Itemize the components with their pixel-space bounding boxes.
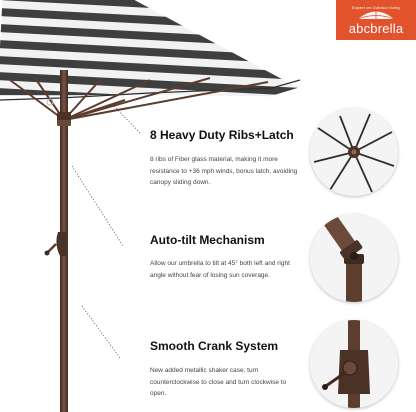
brand-logo xyxy=(336,0,416,40)
feature-desc-tilt: Allow our umbrella to tilt at 45° both left and right angle without fear of losing sun coverage. xyxy=(150,260,290,279)
feature-title-crank: Smooth Crank System xyxy=(150,339,279,353)
tilt-detail-image xyxy=(310,214,398,302)
feature-title-ribs: 8 Heavy Duty Ribs+Latch xyxy=(150,128,294,142)
feature-desc-crank: New added metallic shaker case, turn counterclockwise to close and turn clockwise to open. xyxy=(150,367,287,397)
feature-desc-ribs: 8 ribs of Fiber glass material, making it more resistance to +36 mph winds, bonus latch, avoiding canopy sliding down. xyxy=(150,156,298,186)
brand-tagline: Expert on Outdoor living xyxy=(352,5,400,10)
feature-title-tilt: Auto-tilt Mechanism xyxy=(150,233,265,247)
leader-lines xyxy=(72,104,140,358)
ribs-detail-image xyxy=(310,108,398,196)
crank-detail-image xyxy=(310,320,398,408)
crank xyxy=(45,232,69,256)
pole-latch xyxy=(57,120,71,126)
brand-name: abcbrella xyxy=(348,21,404,36)
